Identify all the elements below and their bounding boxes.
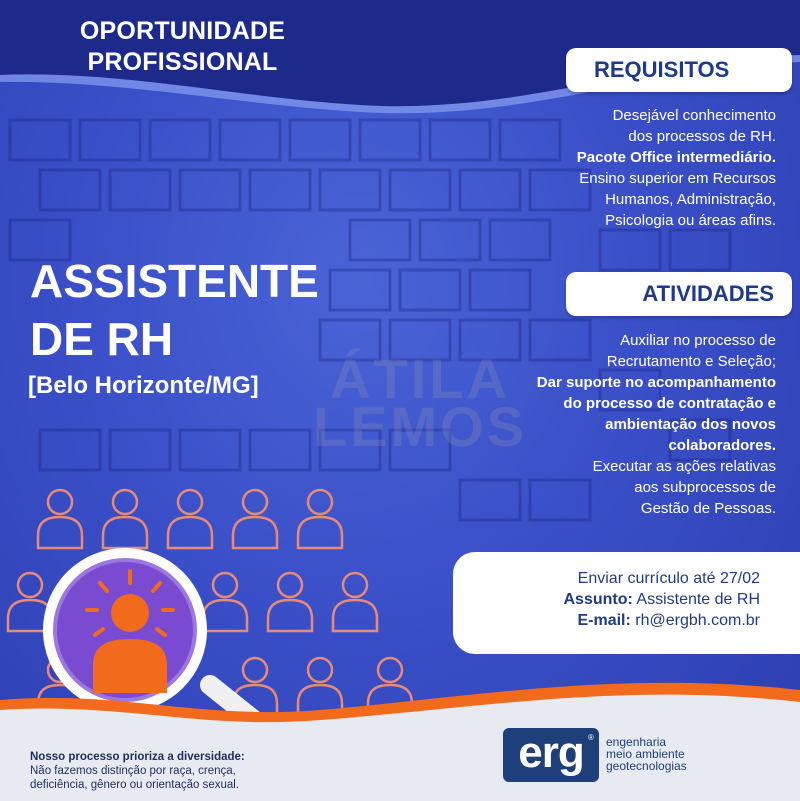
logo-tag-line: engenharia <box>606 735 667 749</box>
diversity-title: Nosso processo prioriza a diversidade: <box>30 751 245 763</box>
atividades-line: Recrutamento e Seleção; <box>606 353 776 370</box>
header-title-line2: PROFISSIONAL <box>87 48 278 76</box>
atividades-line: Executar as ações relativas <box>592 458 776 475</box>
contact-deadline: Enviar currículo até 27/02 <box>577 570 760 587</box>
diversity-line: Não fazemos distinção por raça, crença, <box>30 765 236 777</box>
job-location: [Belo Horizonte/MG] <box>28 372 259 399</box>
header-title <box>40 16 325 78</box>
atividades-heading: ATIVIDADES <box>566 272 792 316</box>
atividades-line: Dar suporte no acompanhamento <box>536 374 776 391</box>
requisitos-text <box>496 105 776 231</box>
contact-email <box>453 610 760 631</box>
contact-box <box>453 552 800 654</box>
requisitos-line: Ensino superior em Recursos <box>579 170 776 187</box>
atividades-line: colaboradores. <box>668 437 776 454</box>
atividades-text <box>476 330 776 519</box>
requisitos-line: Psicologia ou áreas afins. <box>605 212 776 229</box>
email-value[interactable]: rh@ergbh.com.br <box>630 612 760 629</box>
logo-registered-mark: ® <box>588 733 594 742</box>
atividades-line: do processo de contratação e <box>563 395 776 412</box>
job-title-line2: DE RH <box>30 313 174 365</box>
logo-tag-line: geotecnologias <box>606 759 687 773</box>
subject-value: Assistente de RH <box>632 591 760 608</box>
header-title-line1: OPORTUNIDADE <box>79 17 286 45</box>
watermark-line1: ÁTILA <box>330 347 510 410</box>
watermark-line2: LEMOS <box>312 395 528 458</box>
logo-tag-line: meio ambiente <box>606 747 685 761</box>
atividades-line: Gestão de Pessoas. <box>640 500 776 517</box>
requisitos-line: Desejável conhecimento <box>612 107 776 124</box>
erg-logo: erg <box>503 728 599 782</box>
atividades-line: ambientação dos novos <box>605 416 776 433</box>
atividades-line: aos subprocessos de <box>634 479 776 496</box>
subject-label: Assunto: <box>563 591 633 608</box>
diversity-line: deficiência, gênero ou orientação sexual. <box>30 779 240 791</box>
requisitos-heading: REQUISITOS <box>566 48 792 92</box>
contact-subject <box>453 589 760 610</box>
email-label: E-mail: <box>577 612 631 629</box>
job-title <box>30 252 319 368</box>
logo-tagline <box>606 736 687 772</box>
requisitos-line: dos processos de RH. <box>628 128 776 145</box>
job-title-line1: ASSISTENTE <box>30 255 319 307</box>
requisitos-line: Humanos, Administração, <box>605 191 776 208</box>
requisitos-line: Pacote Office intermediário. <box>576 149 776 166</box>
diversity-statement <box>30 750 330 792</box>
atividades-line: Auxiliar no processo de <box>620 332 776 349</box>
